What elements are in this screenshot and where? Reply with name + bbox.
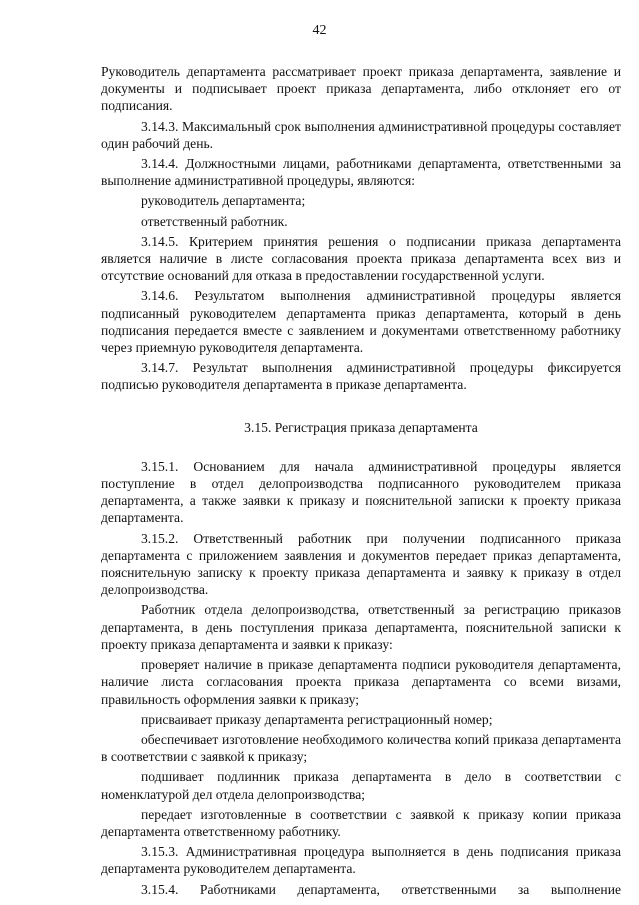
paragraph: 3.14.3. Максимальный срок выполнения административной процедуры составляет один рабочий день. [101,118,621,151]
page-number: 42 [312,23,327,38]
list-item: подшивает подлинник приказа департамента в дело в соответствии с номенклатурой дел отдела делопроизводства; [101,769,621,802]
paragraph: Работник отдела делопроизводства, ответственный за регистрацию приказов департамента, в день поступления приказа департамента, пояснительной записки к проекту приказа департамента и заявки к приказу: [101,602,621,652]
list-item: присваивает приказу департамента регистрационный номер; [141,711,493,727]
list-item: проверяет наличие в приказе департамента подписи руководителя департамента, наличие листа согласования проекта приказа департамента со всеми визами, правильность оформления заявки к приказу; [101,657,621,707]
paragraph: Руководитель департамента рассматривает проект приказа департамента, заявление и документы и подписывает проект приказа департамента, либо отклоняет его от подписания. [101,64,621,114]
list-item: обеспечивает изготовление необходимого количества копий приказа департамента в соответствии с заявкой к приказу; [101,731,621,765]
paragraph: 3.14.5. Критерием принятия решения о подписании приказа департамента является наличие в листе согласования проекта приказа департамента всех виз и отсутствие оснований для отказа в предоставлении государственной услуги. [101,233,621,284]
paragraph: 3.14.7. Результат выполнения административной процедуры фиксируется подписью руководителя департамента в приказе департамента. [101,360,621,393]
paragraph: 3.14.4. Должностными лицами, работниками департамента, ответственными за выполнение административной процедуры, являются: [101,156,621,189]
list-item: руководитель департамента; [141,193,306,209]
paragraph: 3.15.1. Основанием для начала административной процедуры является поступление в отдел делопроизводства подписанного руководителем приказа департамента, а также заявки к приказу и пояснительной записки к проекту приказа департамента. [101,458,621,526]
paragraph: 3.15.4. Работниками департамента, ответственными за выполнение [141,881,621,897]
list-item: ответственный работник. [141,213,288,229]
document-body [101,63,621,898]
paragraph: 3.15.3. Административная процедура выполняется в день подписания приказа департамента руководителем департамента. [101,844,621,877]
section-heading: 3.15. Регистрация приказа департамента [244,419,478,435]
list-item: передает изготовленные в соответствии с заявкой к приказу копии приказа департамента ответственному работнику. [101,806,621,839]
paragraph: 3.14.6. Результатом выполнения административной процедуры является подписанный руководителем департамента приказ департамента, который в день подписания передается вместе с заявлением и документами ответственному работнику через приемную руководителя департамента. [101,288,621,356]
paragraph: 3.15.2. Ответственный работник при получении подписанного приказа департамента с приложением заявления и документов передает приказ департамента, пояснительную записку к проекту приказа департамента и заявку к приказу в отдел делопроизводства. [101,530,621,598]
